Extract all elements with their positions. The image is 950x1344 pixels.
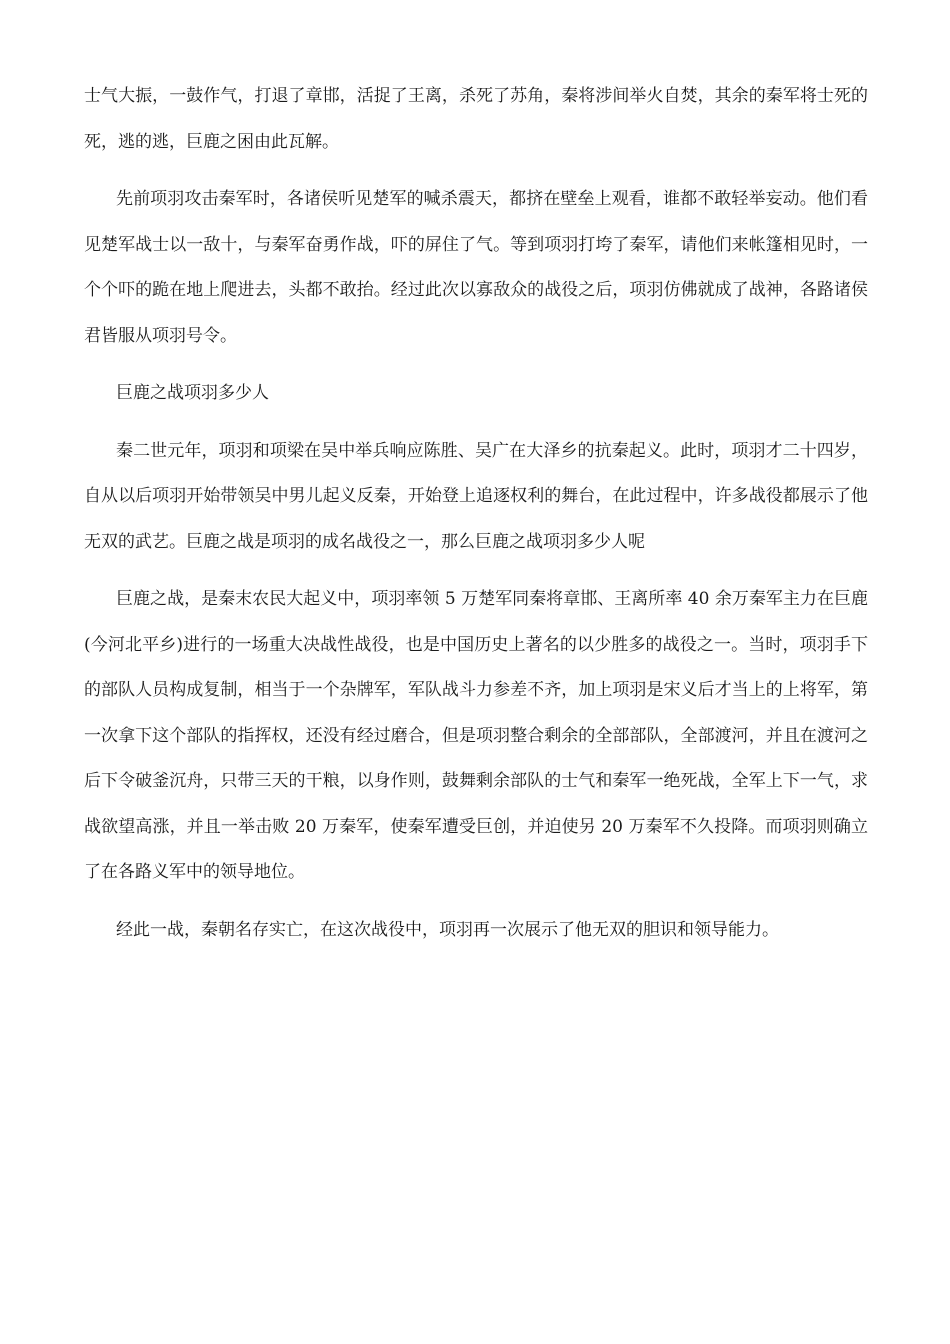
document-body: [84, 74, 868, 965]
paragraph-battle-details: 巨鹿之战，是秦末农民大起义中，项羽率领 5 万楚军同秦将章邯、王离所率 40 余万秦军主力在巨鹿(今河北平乡)进行的一场重大决战性战役，也是中国历史上著名的以少胜多的战役之一。当时，项羽手下的部队人员构成复制，相当于一个杂牌军，军队战斗力参差不齐，加上项羽是宋义后才当上的上将军，第一次拿下这个部队的指挥权，还没有经过磨合，但是项羽整合剩余的全部部队，全部渡河，并且在渡河之后下令破釜沉舟，只带三天的干粮，以身作则，鼓舞剩余部队的士气和秦军一绝死战，全军上下一气，求战欲望高涨，并且一举击败 20 万秦军，使秦军遭受巨创，并迫使另 20 万秦军不久投降。而项羽则确立了在各路义军中的领导地位。: [84, 589, 868, 882]
paragraph-conclusion: 经此一战，秦朝名存实亡，在这次战役中，项羽再一次展示了他无双的胆识和领导能力。: [116, 919, 779, 940]
paragraph-continuation: 士气大振，一鼓作气，打退了章邯，活捉了王离，杀死了苏角，秦将涉间举火自焚，其余的秦军将士死的死，逃的逃，巨鹿之困由此瓦解。: [84, 86, 868, 152]
section-heading: 巨鹿之战项羽多少人: [116, 383, 269, 403]
paragraph-onlookers: 先前项羽攻击秦军时，各诸侯听见楚军的喊杀震天，都挤在壁垒上观看，谁都不敢轻举妄动。他们看见楚军战士以一敌十，与秦军奋勇作战，吓的屏住了气。等到项羽打垮了秦军，请他们来帐篷相见时，一个个吓的跪在地上爬进去，头都不敢抬。经过此次以寡敌众的战役之后，项羽仿佛就成了战神，各路诸侯君皆服从项羽号令。: [84, 189, 868, 346]
paragraph-uprising: 秦二世元年，项羽和项梁在吴中举兵响应陈胜、吴广在大泽乡的抗秦起义。此时，项羽才二十四岁，自从以后项羽开始带领吴中男儿起义反秦，开始登上追逐权利的舞台，在此过程中，许多战役都展示了他无双的武艺。巨鹿之战是项羽的成名战役之一，那么巨鹿之战项羽多少人呢: [84, 440, 868, 552]
